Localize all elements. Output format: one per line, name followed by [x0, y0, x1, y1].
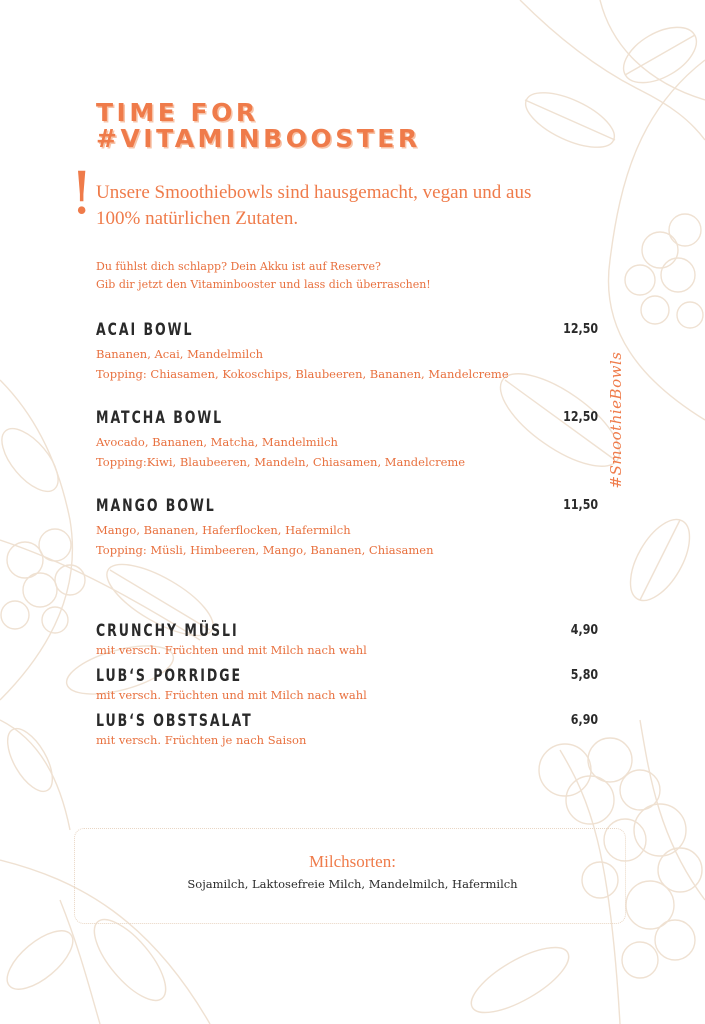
menu-item-ingredients: Mango, Bananen, Haferflocken, Hafermilch [96, 523, 351, 537]
milk-options-box [74, 828, 626, 924]
menu-item-matcha-bowl [96, 408, 598, 472]
menu-item-topping: Topping: Müsli, Himbeeren, Mango, Bananen, Chiasamen [96, 543, 434, 557]
promo-note-line-1: Du fühlst dich schlapp? Dein Akku ist auf Reserve? [96, 260, 381, 273]
side-hashtag-label [602, 351, 630, 489]
title-line-2: #VITAMINBOOSTER [96, 124, 421, 153]
milk-options-list: Sojamilch, Laktosefreie Milch, Mandelmilch, Hafermilch [187, 877, 518, 891]
menu-item-name: LUB‘S PORRIDGE [96, 666, 243, 686]
menu-item-price: 12,50 [563, 410, 598, 425]
menu-item-name: LUB‘S OBSTSALAT [96, 711, 253, 731]
menu-item-topping: Topping:Kiwi, Blaubeeren, Mandeln, Chiasamen, Mandelcreme [96, 455, 466, 469]
menu-item-description: mit versch. Früchten je nach Saison [96, 733, 307, 747]
side-hashtag-text: #SmoothieBowls [607, 351, 625, 489]
menu-item-crunchy-muesli [96, 621, 598, 657]
menu-item-name: CRUNCHY MÜSLI [96, 621, 239, 641]
promo-note-line-2: Gib dir jetzt den Vitaminbooster und lass dich überraschen! [96, 278, 431, 291]
intro-text: Unsere Smoothiebowls sind hausgemacht, vegan und aus 100% natürlichen Zutaten. [96, 182, 532, 229]
exclamation-mark: ! [70, 159, 94, 227]
menu-item-ingredients: Avocado, Bananen, Matcha, Mandelmilch [96, 435, 338, 449]
menu-item-description: mit versch. Früchten und mit Milch nach wahl [96, 688, 367, 702]
menu-item-name: MANGO BOWL [96, 496, 216, 516]
menu-item-name: ACAI BOWL [96, 320, 194, 340]
milk-options-title: Milchsorten: [309, 852, 396, 871]
menu-item-name: MATCHA BOWL [96, 408, 224, 428]
page-title [96, 100, 421, 152]
menu-item-price: 12,50 [563, 322, 598, 337]
menu-item-price: 11,50 [563, 498, 598, 513]
menu-item-porridge [96, 666, 598, 702]
menu-item-ingredients: Bananen, Acai, Mandelmilch [96, 347, 264, 361]
menu-item-mango-bowl [96, 496, 598, 560]
menu-item-topping: Topping: Chiasamen, Kokoschips, Blaubeeren, Bananen, Mandelcreme [96, 367, 509, 381]
title-line-1: TIME FOR [96, 98, 259, 127]
menu-item-description: mit versch. Früchten und mit Milch nach wahl [96, 643, 367, 657]
menu-item-obstsalat [96, 711, 598, 747]
menu-item-price: 4,90 [570, 623, 598, 638]
menu-item-price: 6,90 [570, 713, 598, 728]
menu-item-price: 5,80 [570, 668, 598, 683]
menu-item-acai-bowl [96, 320, 598, 384]
promo-note [96, 258, 431, 294]
